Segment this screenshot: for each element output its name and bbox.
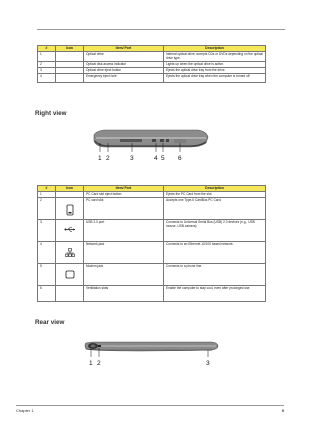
rear-view-illustration [82, 337, 222, 369]
right-view-table [37, 185, 266, 302]
header-item: Item/ Port [84, 186, 164, 192]
header-icon: Icon [56, 186, 84, 192]
callout-6: 6 [178, 155, 182, 162]
row-item: USB 2.0 port [84, 220, 164, 242]
pc-card-slot-icon [66, 204, 74, 216]
row-item: PC card slot [84, 198, 164, 220]
row-description: Ejects the optical drive tray from the drive. [164, 67, 266, 73]
usb-icon [64, 226, 76, 233]
row-item: Optical disk access indicator [84, 61, 164, 67]
table-row [38, 264, 266, 286]
row-description: Connects to a phone line. [164, 264, 266, 286]
row-num: 2 [38, 198, 56, 220]
row-description: Ejects the PC Card from the slot [164, 192, 266, 198]
footer-chapter: Chapter 1 [16, 408, 34, 413]
row-description: Lights up when the optical drive is active. [164, 61, 266, 67]
row-num: 1 [38, 52, 56, 62]
footer-page-number: 9 [281, 408, 284, 413]
footer-rule [16, 405, 284, 406]
table-row [38, 73, 266, 82]
table-row [38, 242, 266, 264]
row-item: Emergency eject hole [84, 73, 164, 82]
row-icon [56, 198, 84, 220]
right-view-illustration [90, 125, 210, 165]
header-num: # [38, 46, 56, 52]
row-icon [56, 52, 84, 62]
row-num: 1 [38, 192, 56, 198]
row-icon [56, 264, 84, 286]
row-description: Enable the computer to stay cool, even after prolonged use. [164, 286, 266, 302]
rear-callout-1: 1 [89, 360, 93, 367]
callout-2: 2 [106, 155, 110, 162]
row-num: 4 [38, 73, 56, 82]
row-item: Optical drive eject button [84, 67, 164, 73]
header-num: # [38, 186, 56, 192]
callout-3: 3 [130, 155, 134, 162]
row-num: 4 [38, 242, 56, 264]
top-rule [37, 29, 285, 30]
row-num: 2 [38, 61, 56, 67]
row-num: 3 [38, 220, 56, 242]
row-item: Ventilation slots [84, 286, 164, 302]
callout-4: 4 [154, 155, 158, 162]
row-num: 6 [38, 286, 56, 302]
network-icon [65, 248, 75, 257]
table-row [38, 198, 266, 220]
row-description: Connects to an Ethernet 10/100 based network. [164, 242, 266, 264]
rear-view-heading: Rear view [35, 319, 65, 326]
row-description: Accepts one Type-II CardBus PC Card. [164, 198, 266, 220]
right-view-heading: Right view [35, 110, 67, 117]
row-item: Optical drive [84, 52, 164, 62]
row-icon [56, 220, 84, 242]
row-item: Network jack [84, 242, 164, 264]
callout-1: 1 [98, 155, 102, 162]
row-num: 3 [38, 67, 56, 73]
row-description: Connects to Universal Serial Bus (USB) 2.0 devices (e.g., USB mouse, USB camera). [164, 220, 266, 242]
optical-drive-table [37, 45, 266, 83]
row-description: Internal optical drive; accepts CDs or DVDs depending on the optical drive type. [164, 52, 266, 62]
row-icon [56, 286, 84, 302]
header-description: Description [164, 186, 266, 192]
row-description: Ejects the optical drive tray when the computer is turned off [164, 73, 266, 82]
row-item: Modem jack [84, 264, 164, 286]
table-row [38, 286, 266, 302]
table-row [38, 220, 266, 242]
callout-5: 5 [161, 155, 165, 162]
table-row [38, 52, 266, 62]
rear-callout-2: 2 [97, 360, 101, 367]
row-item: PC Card slot eject button [84, 192, 164, 198]
row-icon [56, 242, 84, 264]
modem-icon [65, 270, 75, 279]
header-item: Item/ Port [84, 46, 164, 52]
header-description: Description [164, 46, 266, 52]
row-icon [56, 73, 84, 82]
header-icon: Icon [56, 46, 84, 52]
row-num: 5 [38, 264, 56, 286]
rear-callout-3: 3 [206, 360, 210, 367]
